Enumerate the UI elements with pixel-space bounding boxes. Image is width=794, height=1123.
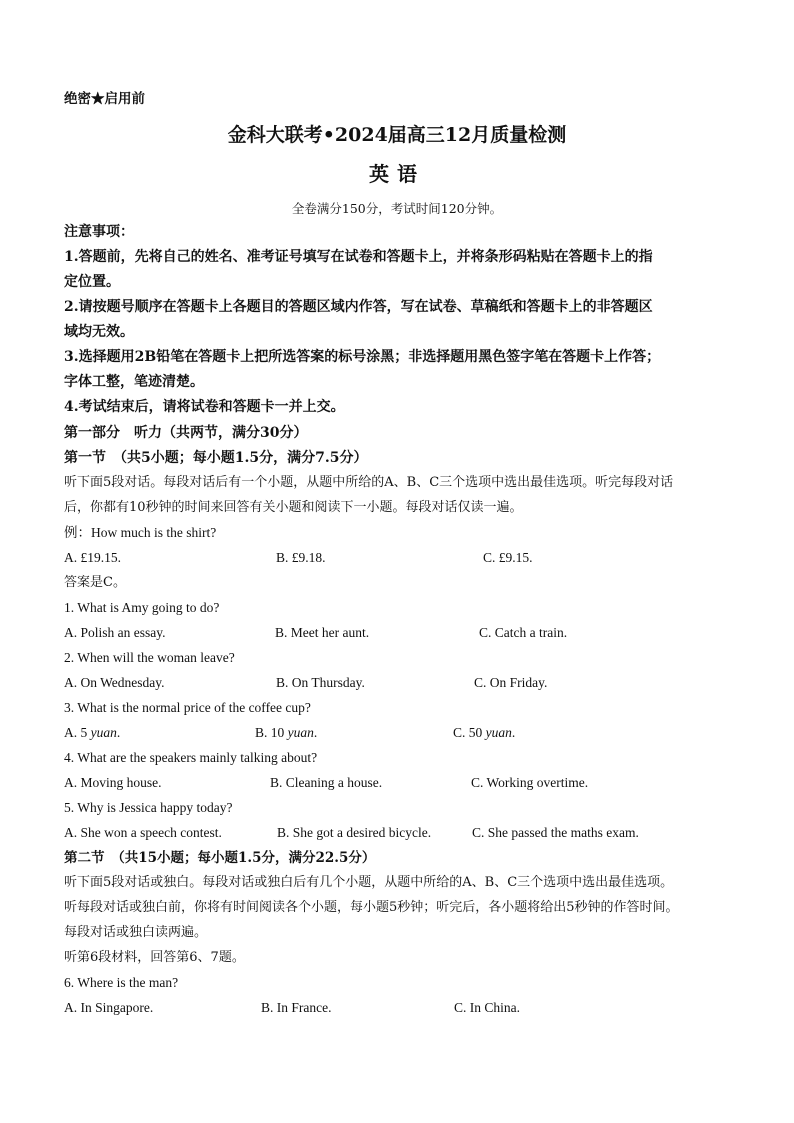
- notice-item: 定位置。: [64, 274, 120, 290]
- question-4: 4. What are the speakers mainly talking about?: [64, 750, 318, 765]
- option-b: B. She got a desired bicycle.: [277, 825, 432, 840]
- option-a: A. £19.15.: [64, 550, 121, 565]
- section1-instructions: 听下面5段对话。每段对话后有一个小题，从题中所给的A、B、C三个选项中选出最佳选项。听完每段对话: [64, 475, 674, 490]
- exam-title: 金科大联考•2024届高三12月质量检测: [227, 124, 567, 146]
- option-a: A. 5 yuan.: [64, 725, 121, 740]
- notice-item: 字体工整，笔迹清楚。: [64, 374, 204, 390]
- notice-item: 4.考试结束后，请将试卷和答题卡一并上交。: [64, 399, 345, 415]
- section1-instructions: 后，你都有10秒钟的时间来回答有关小题和阅读下一小题。每段对话仅读一遍。: [64, 500, 523, 515]
- question-6-options: [64, 999, 744, 1017]
- section2-title: 第二节 （共15小题；每小题1.5分，满分22.5分）: [64, 850, 376, 866]
- notice-title: 注意事项：: [64, 224, 134, 240]
- option-c: C. On Friday.: [474, 675, 548, 690]
- full-score-note: 全卷满分150分，考试时间120分钟。: [291, 201, 503, 216]
- option-a: A. On Wednesday.: [64, 675, 165, 690]
- example-answer: 答案是C。: [64, 575, 126, 590]
- option-c: C. 50 yuan.: [453, 725, 516, 740]
- question-2-options: [64, 674, 744, 692]
- option-b: B. Meet her aunt.: [275, 625, 370, 640]
- notice-item: 域均无效。: [64, 324, 134, 340]
- option-a: A. Polish an essay.: [64, 625, 166, 640]
- option-a: A. She won a speech contest.: [64, 825, 222, 840]
- option-c: C. In China.: [454, 1000, 520, 1015]
- example-options: [64, 549, 744, 567]
- section1-title: 第一节 （共5小题；每小题1.5分，满分7.5分）: [64, 450, 368, 466]
- question-3: 3. What is the normal price of the coffee cup?: [64, 700, 311, 715]
- option-c: C. £9.15.: [483, 550, 533, 565]
- question-5-options: [64, 824, 744, 842]
- question-3-options: [64, 724, 744, 742]
- option-b: B. 10 yuan.: [255, 725, 318, 740]
- question-6: 6. Where is the man?: [64, 975, 179, 990]
- option-b: B. On Thursday.: [276, 675, 365, 690]
- option-b: B. In France.: [261, 1000, 332, 1015]
- option-c: C. Working overtime.: [471, 775, 589, 790]
- subject-title: 英语: [369, 162, 425, 186]
- option-b: B. £9.18.: [276, 550, 326, 565]
- question-5: 5. Why is Jessica happy today?: [64, 800, 233, 815]
- option-b: B. Cleaning a house.: [270, 775, 383, 790]
- question-1: 1. What is Amy going to do?: [64, 600, 220, 615]
- notice-item: 2.请按题号顺序在答题卡上各题目的答题区域内作答，写在试卷、草稿纸和答题卡上的非答题区: [64, 299, 653, 315]
- question-4-options: [64, 774, 744, 792]
- material-6-note: 听第6段材料，回答第6、7题。: [64, 950, 245, 965]
- question-2: 2. When will the woman leave?: [64, 650, 235, 665]
- option-a: A. Moving house.: [64, 775, 162, 790]
- example-question: 例：How much is the shirt?: [64, 525, 217, 540]
- option-a: A. In Singapore.: [64, 1000, 154, 1015]
- confidential-label: 绝密★启用前: [64, 91, 145, 107]
- notice-item: 3.选择题用2B铅笔在答题卡上把所选答案的标号涂黑；非选择题用黑色签字笔在答题卡上作答；: [64, 349, 661, 365]
- part1-title: 第一部分 听力（共两节，满分30分）: [64, 425, 308, 441]
- section2-instructions: 每段对话或独白读两遍。: [64, 925, 208, 940]
- section2-instructions: 听下面5段对话或独白。每段对话或独白后有几个小题，从题中所给的A、B、C三个选项中选出最佳选项。: [64, 875, 674, 890]
- option-c: C. She passed the maths exam.: [472, 825, 639, 840]
- option-c: C. Catch a train.: [479, 625, 568, 640]
- section2-instructions: 听每段对话或独白前，你将有时间阅读各个小题，每小题5秒钟；听完后，各小题将给出5秒钟的作答时间。: [64, 900, 679, 915]
- notice-item: 1.答题前，先将自己的姓名、准考证号填写在试卷和答题卡上，并将条形码粘贴在答题卡上的指: [64, 249, 653, 265]
- question-1-options: [64, 624, 744, 642]
